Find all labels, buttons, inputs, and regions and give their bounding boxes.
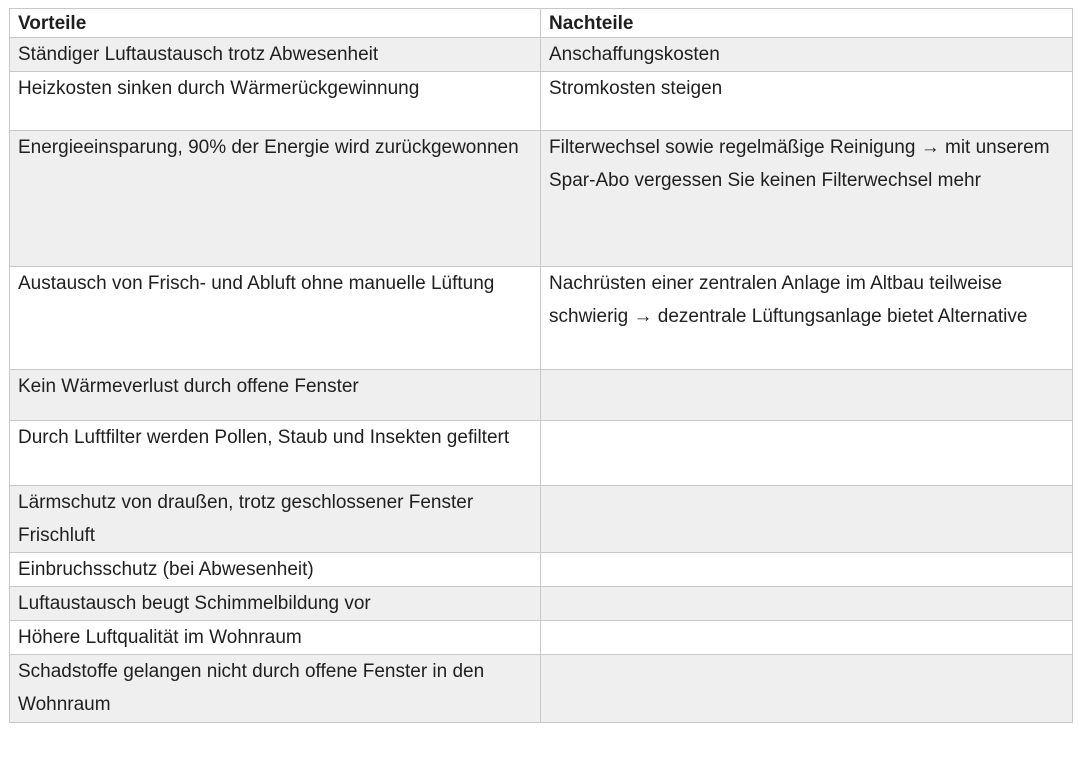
con-cell bbox=[541, 370, 1073, 421]
con-cell bbox=[541, 587, 1073, 621]
con-cell: Anschaffungskosten bbox=[541, 38, 1073, 72]
pro-cell: Luftaustausch beugt Schimmelbildung vor bbox=[10, 587, 541, 621]
pro-cell: Höhere Luftqualität im Wohnraum bbox=[10, 621, 541, 655]
con-cell bbox=[541, 421, 1073, 486]
pro-cell: Lärmschutz von draußen, trotz geschlossener Fenster Frischluft bbox=[10, 486, 541, 553]
table-header-row bbox=[10, 9, 1073, 38]
pro-cell: Einbruchsschutz (bei Abwesenheit) bbox=[10, 553, 541, 587]
con-cell bbox=[541, 553, 1073, 587]
table-row bbox=[10, 587, 1073, 621]
header-vorteile: Vorteile bbox=[10, 9, 541, 38]
table-row bbox=[10, 72, 1073, 131]
table-row bbox=[10, 370, 1073, 421]
table-row bbox=[10, 38, 1073, 72]
table-row bbox=[10, 131, 1073, 267]
con-cell bbox=[541, 486, 1073, 553]
pros-cons-table bbox=[9, 8, 1073, 723]
con-cell: Nachrüsten einer zentralen Anlage im Altbau teilweise schwierig → dezentrale Lüftungsanlage bietet Alternative bbox=[541, 267, 1073, 370]
pro-cell: Kein Wärmeverlust durch offene Fenster bbox=[10, 370, 541, 421]
table-row bbox=[10, 621, 1073, 655]
table-row bbox=[10, 486, 1073, 553]
table-row bbox=[10, 553, 1073, 587]
pro-cell: Durch Luftfilter werden Pollen, Staub und Insekten gefiltert bbox=[10, 421, 541, 486]
table-row bbox=[10, 655, 1073, 723]
table-row bbox=[10, 267, 1073, 370]
con-cell: Stromkosten steigen bbox=[541, 72, 1073, 131]
pro-cell: Energieeinsparung, 90% der Energie wird zurückgewonnen bbox=[10, 131, 541, 267]
pro-cell: Heizkosten sinken durch Wärmerückgewinnung bbox=[10, 72, 541, 131]
pro-cell: Schadstoffe gelangen nicht durch offene Fenster in den Wohnraum bbox=[10, 655, 541, 723]
con-cell: Filterwechsel sowie regelmäßige Reinigung → mit unserem Spar-Abo vergessen Sie keinen Filterwechsel mehr bbox=[541, 131, 1073, 267]
con-cell bbox=[541, 621, 1073, 655]
con-cell bbox=[541, 655, 1073, 723]
pro-cell: Austausch von Frisch- und Abluft ohne manuelle Lüftung bbox=[10, 267, 541, 370]
header-nachteile: Nachteile bbox=[541, 9, 1073, 38]
table-row bbox=[10, 421, 1073, 486]
pro-cell: Ständiger Luftaustausch trotz Abwesenheit bbox=[10, 38, 541, 72]
